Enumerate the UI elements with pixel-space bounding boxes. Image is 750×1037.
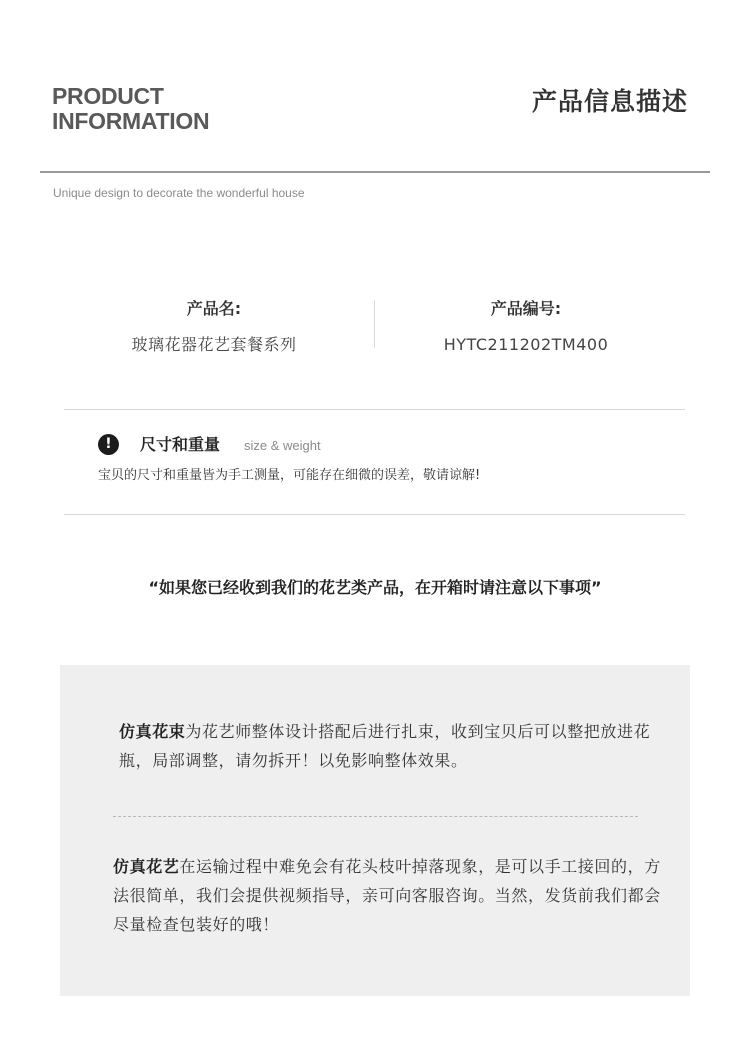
product-code-value: HYTC211202TM400 — [443, 335, 609, 354]
size-weight-title: 尺寸和重量 — [140, 435, 221, 454]
section-divider-top — [64, 409, 685, 410]
notice-bouquet-text: 为花艺师整体设计搭配后进行扎束，收到宝贝后可以整把放进花瓶，局部调整，请勿拆开！以免影响整体效果。 — [119, 722, 651, 770]
section-divider-bottom — [64, 514, 685, 515]
notice-arrangement — [113, 852, 673, 939]
info-divider — [374, 300, 375, 348]
product-code-label: 产品编号: — [490, 299, 562, 318]
size-weight-note: 宝贝的尺寸和重量皆为手工测量，可能存在细微的误差，敬请谅解! — [98, 468, 481, 483]
cn-title: 产品信息描述 — [531, 87, 688, 116]
product-name-label: 产品名: — [186, 299, 242, 318]
notice-arrangement-title: 仿真花艺 — [113, 857, 180, 876]
en-title — [52, 84, 209, 134]
notice-dashed-divider — [113, 816, 638, 817]
product-name-value: 玻璃花器花艺套餐系列 — [131, 335, 297, 354]
notice-bouquet-title: 仿真花束 — [119, 722, 186, 741]
header-subtitle: Unique design to decorate the wonderful house — [53, 186, 305, 200]
notice-bouquet — [119, 717, 659, 775]
header-divider — [40, 171, 710, 173]
en-title-line2: INFORMATION — [52, 108, 210, 134]
product-code-block — [376, 298, 676, 356]
product-name-block — [64, 298, 364, 356]
exclamation-icon: ! — [98, 434, 119, 455]
size-weight-subtitle: size & weight — [244, 438, 321, 453]
notice-quote: “如果您已经收到我们的花艺类产品，在开箱时请注意以下事项” — [148, 578, 602, 597]
notice-arrangement-text: 在运输过程中难免会有花头枝叶掉落现象，是可以手工接回的，方法很简单，我们会提供视频指导，亲可向客服咨询。当然，发货前我们都会尽量检查包装好的哦！ — [113, 857, 661, 934]
notice-box — [60, 665, 690, 996]
en-title-line1: PRODUCT — [52, 83, 164, 109]
